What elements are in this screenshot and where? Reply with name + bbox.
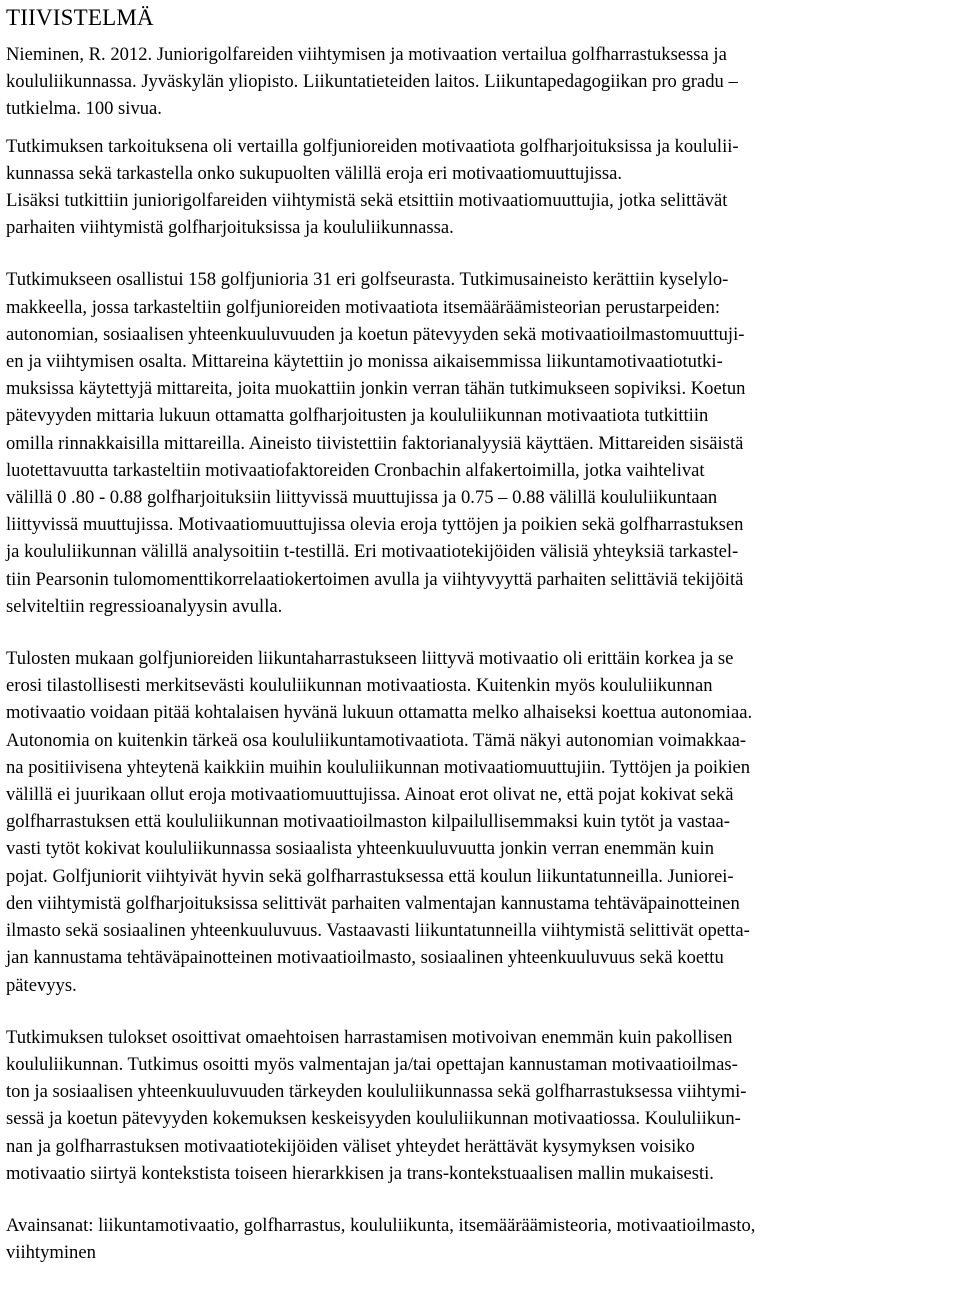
text-line: nan ja golfharrastuksen motivaatiotekijöiden väliset yhteydet herättävät kysymyksen voisiko (6, 1135, 695, 1157)
text-line: Autonomia on kuitenkin tärkeä osa koululiikuntamotivaatiota. Tämä näkyi autonomian voimakkaa- (6, 729, 747, 751)
keywords-paragraph (6, 1212, 956, 1266)
text-line: motivaatio siirtyä kontekstista toiseen hierarkkisen ja trans-kontekstuaalisen mallin mukaisesti. (6, 1162, 714, 1184)
text-line: autonomian, sosiaalisen yhteenkuuluvuuden ja koetun pätevyyden sekä motivaatioilmastomuuttuji- (6, 323, 745, 345)
text-line: golfharrastuksen että koululiikunnan motivaatioilmaston kilpailullisemmaksi kuin tytöt ja vastaa- (6, 811, 730, 833)
text-line: välillä 0 .80 - 0.88 golfharjoituksiin liittyvissä muuttujissa ja 0.75 – 0.88 välillä koululiikuntaan (6, 487, 718, 509)
text-line: liittyvissä muuttujissa. Motivaatiomuuttujissa olevia eroja tyttöjen ja poikien sekä golfharrastuksen (6, 514, 744, 536)
text-line: Nieminen, R. 2012. Juniorigolfareiden viihtymisen ja motivaation vertailua golfharrastuksessa ja (6, 44, 727, 65)
text-line: ton ja sosiaalisen yhteenkuuluvuuden tärkeyden koululiikunnassa sekä golfharrastuksessa viihtymi- (6, 1081, 747, 1103)
text-line: koululiikunnan. Tutkimus osoitti myös valmentajan ja/tai opettajan kannustaman motivaatioilmas- (6, 1053, 738, 1075)
citation-paragraph (6, 41, 956, 123)
text-line: parhaiten viihtymistä golfharjoituksissa ja koululiikunnassa. (6, 217, 454, 239)
text-line: sessä ja koetun pätevyyden kokemuksen keskeisyyden koululiikunnan motivaatiossa. Koululiikun- (6, 1108, 741, 1130)
text-line: pätevyys. (6, 974, 77, 996)
text-line: selviteltiin regressioanalyysin avulla. (6, 595, 283, 617)
text-line: tiin Pearsonin tulomomenttikorrelaatiokertoimen avulla ja viihtyvyyttä parhaiten selittäviä tekijöitä (6, 568, 744, 590)
text-line: Lisäksi tutkittiin juniorigolfareiden viihtymistä sekä etsittiin motivaatiomuuttujia, jotka selittävät (6, 190, 728, 212)
text-line: Avainsanat: liikuntamotivaatio, golfharrastus, koululiikunta, itsemääräämisteoria, motivaatioilmasto, (6, 1214, 756, 1236)
text-line: pojat. Golfjuniorit viihtyivät hyvin sekä golfharrastuksessa että koulun liikuntatunneilla. Juniorei- (6, 865, 734, 887)
text-line: koululiikunnassa. Jyväskylän yliopisto. Liikuntatieteiden laitos. Liikuntapedagogiikan pro gradu – (6, 71, 738, 93)
results-paragraph (6, 645, 956, 999)
text-line: viihtyminen (6, 1242, 96, 1264)
text-line: motivaatio voidaan pitää kohtalaisen hyvänä lukuun ottamatta melko alhaiseksi koettua autonomiaa. (6, 702, 753, 724)
conclusions-paragraph (6, 1024, 956, 1187)
text-line: tutkielma. 100 sivua. (6, 98, 162, 120)
text-line: ja koululiikunnan välillä analysoitiin t-testillä. Eri motivaatiotekijöiden välisiä yhteyksiä tarkastel- (6, 541, 739, 563)
text-line: välillä ei juurikaan ollut eroja motivaatiomuuttujissa. Ainoat erot olivat ne, että pojat kokivat sekä (6, 784, 734, 806)
text-line: vasti tytöt kokivat koululiikunnassa sosiaalista yhteenkuuluvuutta jonkin verran enemmän kuin (6, 838, 714, 860)
text-line: luotettavuutta tarkasteltiin motivaatiofaktoreiden Cronbachin alfakertoimilla, jotka vaihtelivat (6, 459, 705, 481)
text-line: en ja viihtymisen osalta. Mittareina käytettiin jo monissa aikaisemmissa liikuntamotivaatiotutki- (6, 351, 723, 373)
text-line: kunnassa sekä tarkastella onko sukupuolten välillä eroja eri motivaatiomuuttujissa. (6, 162, 623, 184)
text-line: ilmasto sekä sosiaalinen yhteenkuuluvuus. Vastaavasti liikuntatunneilla viihtymistä selittivät opetta- (6, 920, 750, 942)
text-line: jan kannustama tehtäväpainotteinen motivaatioilmasto, sosiaalinen yhteenkuuluvuus sekä koettu (6, 947, 724, 969)
text-line: na positiivisena yhteytenä kaikkiin muihin koululiikunnan motivaatiomuuttujiin. Tyttöjen ja poikien (6, 756, 751, 778)
text-line: erosi tilastollisesti merkitsevästi koululiikunnan motivaatiosta. Kuitenkin myös koululiikunnan (6, 675, 713, 697)
text-line: omilla rinnakkaisilla mittareilla. Aineisto tiivistettiin faktorianalyysiä käyttäen. Mittareiden sisäistä (6, 432, 744, 454)
text-line: Tutkimuksen tulokset osoittivat omaehtoisen harrastamisen motivoivan enemmän kuin pakollisen (6, 1026, 733, 1048)
page-title: TIIVISTELMÄ (6, 5, 154, 30)
purpose-paragraph (6, 133, 956, 242)
text-line: Tutkimukseen osallistui 158 golfjunioria 31 eri golfseurasta. Tutkimusaineisto kerättiin kyselylo- (6, 269, 729, 291)
abstract-page (6, 0, 956, 1266)
text-line: makkeella, jossa tarkasteltiin golfjunioreiden motivaatiota itsemääräämisteorian perustarpeiden: (6, 296, 721, 318)
text-line: den viihtymistä golfharjoituksissa selittivät parhaiten valmentajan kannustama tehtäväpainotteinen (6, 892, 740, 914)
text-line: muksissa käytettyjä mittareita, joita muokattiin jonkin verran tähän tutkimukseen sopiviksi. Koetun (6, 378, 746, 400)
text-line: pätevyyden mittaria lukuun ottamatta golfharjoitusten ja koululiikunnan motivaatiota tutkittiin (6, 405, 709, 427)
methods-paragraph (6, 266, 956, 620)
text-line: Tutkimuksen tarkoituksena oli vertailla golfjunioreiden motivaatiota golfharjoituksissa ja koululii- (6, 135, 739, 157)
text-line: Tulosten mukaan golfjunioreiden liikuntaharrastukseen liittyvä motivaatio oli erittäin korkea ja se (6, 648, 734, 670)
